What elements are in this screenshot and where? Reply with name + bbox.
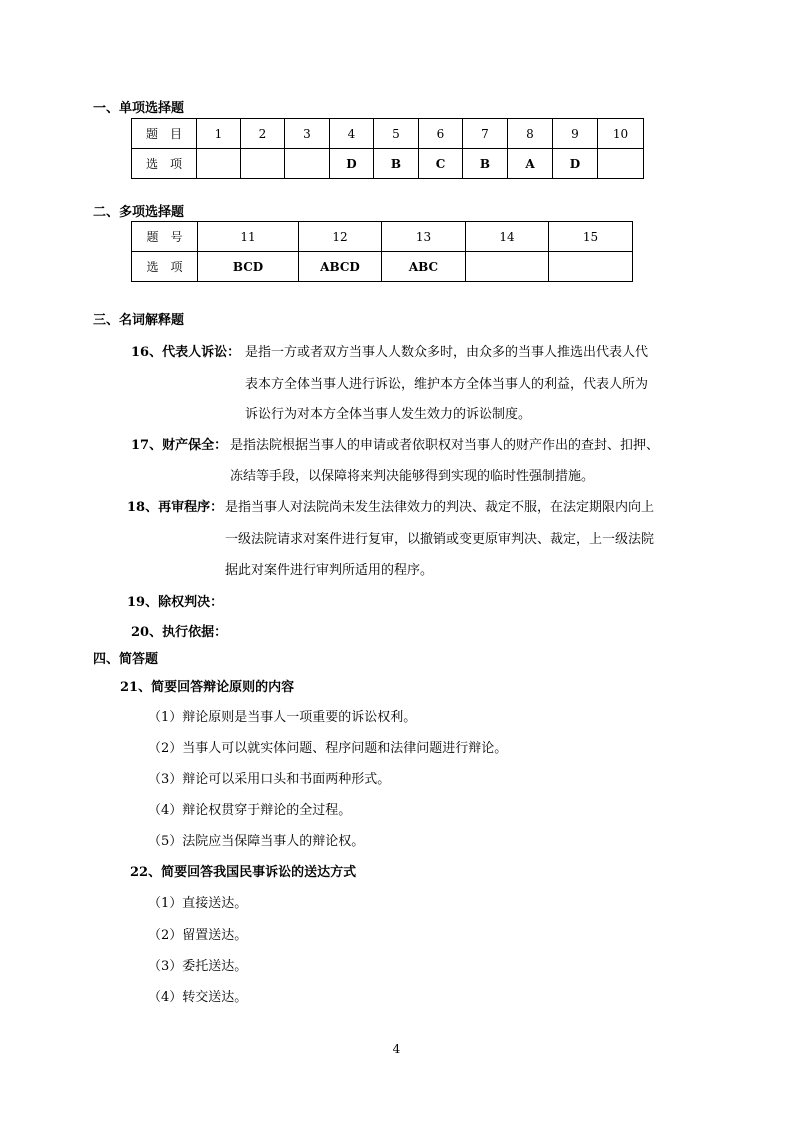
table-row-numbers (132, 119, 644, 149)
answer-cell: B (463, 149, 508, 179)
row-label: 选 项 (132, 252, 198, 282)
question-number: 6 (419, 119, 463, 149)
question-number: 7 (463, 119, 508, 149)
definition-line: 是指法院根据当事人的申请或者依职权对当事人的财产作出的查封、扣押、 (230, 438, 660, 453)
question-number: 14 (466, 222, 549, 252)
definition-line: 冻结等手段，以保障将来判决能够得到实现的临时性强制措施。 (230, 469, 595, 484)
answer-cell (549, 252, 633, 282)
question-number: 15 (549, 222, 633, 252)
definition-line: 一级法院请求对案件进行复审，以撤销或变更原审判决、裁定，上一级法院 (225, 532, 655, 547)
row-label: 题 目 (132, 119, 197, 149)
row-label: 题 号 (132, 222, 198, 252)
answer-cell: C (419, 149, 463, 179)
answer-cell: B (374, 149, 419, 179)
answer-cell: ABC (382, 252, 466, 282)
definition-line: 据此对案件进行审判所适用的程序。 (225, 563, 434, 578)
page-number: 4 (392, 1042, 401, 1056)
term-19: 19、除权判决： (127, 595, 224, 610)
row-label: 选 项 (132, 149, 197, 179)
table-row-numbers (132, 222, 633, 252)
term-16: 16、代表人诉讼： (131, 345, 241, 360)
answer-point: （1）辩论原则是当事人一项重要的诉讼权利。 (148, 710, 417, 725)
section3-title: 三、名词解释题 (93, 313, 185, 328)
answer-cell: D (553, 149, 598, 179)
definition-line: 是指一方或者双方当事人人数众多时，由众多的当事人推选出代表人代 (245, 345, 649, 360)
answer-cell (197, 149, 241, 179)
answer-cell: A (508, 149, 553, 179)
question-number: 3 (285, 119, 330, 149)
question-number: 9 (553, 119, 598, 149)
question-number: 10 (598, 119, 644, 149)
answer-cell (598, 149, 644, 179)
answer-cell (285, 149, 330, 179)
table-row-answers (132, 252, 633, 282)
question-number: 4 (330, 119, 374, 149)
section4-title: 四、简答题 (93, 652, 159, 667)
answer-cell: ABCD (299, 252, 382, 282)
question-number: 5 (374, 119, 419, 149)
section2-title: 二、多项选择题 (93, 205, 185, 220)
question-21-title: 21、简要回答辩论原则的内容 (120, 680, 295, 695)
answer-cell: BCD (198, 252, 299, 282)
section1-title: 一、单项选择题 (93, 101, 185, 116)
answer-point: （3）辩论可以采用口头和书面两种形式。 (148, 772, 391, 787)
question-number: 13 (382, 222, 466, 252)
term-17: 17、财产保全： (131, 438, 228, 453)
answer-point: （4）辩论权贯穿于辩论的全过程。 (148, 803, 352, 818)
answer-point: （4）转交送达。 (148, 990, 248, 1005)
answer-point: （2）留置送达。 (148, 928, 248, 943)
answer-cell (241, 149, 285, 179)
answer-point: （2）当事人可以就实体问题、程序问题和法律问题进行辩论。 (148, 741, 508, 756)
definition-line: 诉讼行为对本方全体当事人发生效力的诉讼制度。 (245, 407, 532, 422)
answer-cell: D (330, 149, 374, 179)
question-number: 12 (299, 222, 382, 252)
question-number: 11 (198, 222, 299, 252)
definition-line: 是指当事人对法院尚未发生法律效力的判决、裁定不服，在法定期限内向上 (225, 500, 655, 515)
single-choice-table (131, 118, 644, 179)
question-22-title: 22、简要回答我国民事诉讼的送达方式 (130, 865, 357, 880)
answer-cell (466, 252, 549, 282)
answer-point: （1）直接送达。 (148, 896, 248, 911)
question-number: 1 (197, 119, 241, 149)
table-row-answers (132, 149, 644, 179)
question-number: 2 (241, 119, 285, 149)
term-20: 20、执行依据： (131, 625, 228, 640)
term-18: 18、再审程序： (127, 500, 224, 515)
answer-point: （3）委托送达。 (148, 959, 248, 974)
answer-point: （5）法院应当保障当事人的辩论权。 (148, 834, 365, 849)
question-number: 8 (508, 119, 553, 149)
definition-line: 表本方全体当事人进行诉讼，维护本方全体当事人的利益，代表人所为 (245, 377, 649, 392)
multi-choice-table (131, 221, 633, 282)
